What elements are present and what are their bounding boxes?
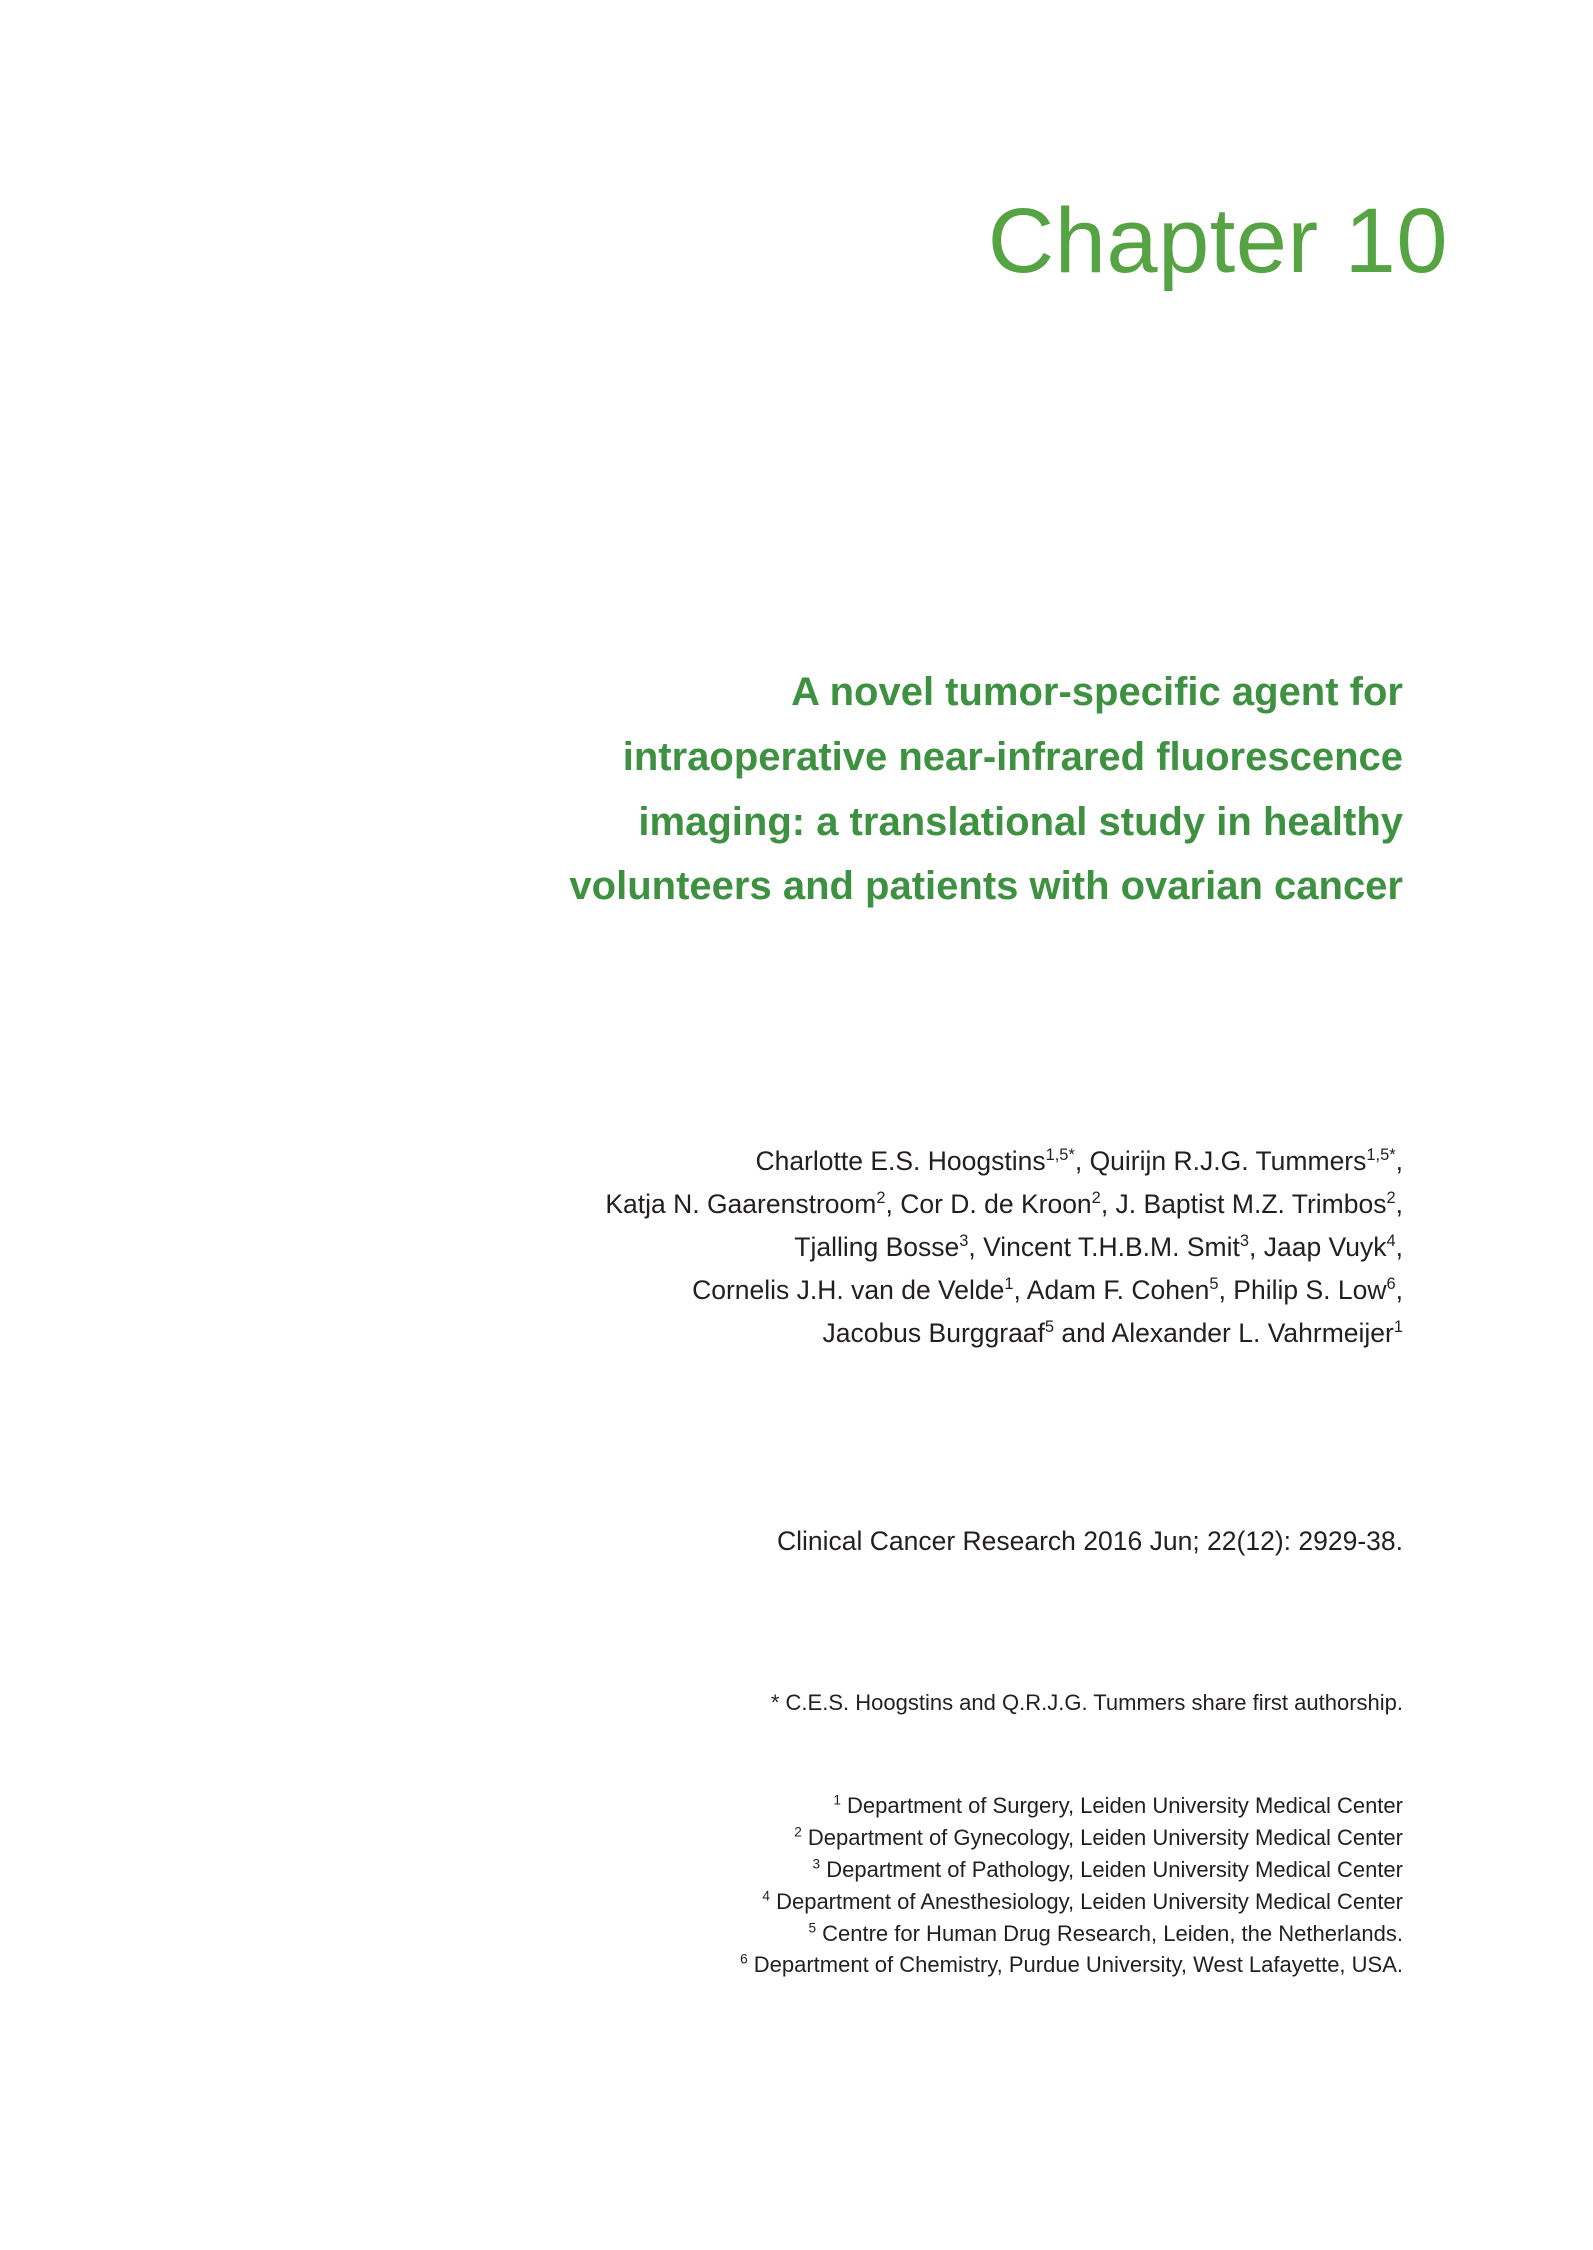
text-line: Katja N. Gaarenstroom$^2$, Cor D. de Kroon$^2$, J. Baptist M.Z. Trimbos$^2$, [605, 1188, 1403, 1219]
article-title [230, 660, 1403, 919]
article-title-line: A novel tumor-specific agent for [791, 670, 1403, 714]
text-line: $^4$ Department of Anesthesiology, Leiden University Medical Center [762, 1888, 1403, 1914]
text-line: Charlotte E.S. Hoogstins$^{1,5*}$, Quirijn R.J.G. Tummers$^{1,5*}$, [755, 1146, 1403, 1176]
journal-reference: Clinical Cancer Research 2016 Jun; 22(12): 2929-38. [776, 1526, 1403, 1556]
text-line: $^3$ Department of Pathology, Leiden University Medical Center [812, 1856, 1403, 1882]
text-line: $^1$ Department of Surgery, Leiden University Medical Center [833, 1792, 1403, 1818]
text-line: Tjalling Bosse$^3$, Vincent T.H.B.M. Smit$^3$, Jaap Vuyk$^4$, [794, 1231, 1403, 1262]
article-title-line: intraoperative near-infrared fluorescence [622, 734, 1403, 779]
text-line: $^5$ Centre for Human Drug Research, Leiden, the Netherlands. [808, 1920, 1403, 1946]
article-title-line: imaging: a translational study in healthy [638, 799, 1403, 844]
shared-authorship-note: * C.E.S. Hoogstins and Q.R.J.G. Tummers share first authorship. [770, 1690, 1403, 1715]
author-list [230, 1140, 1403, 1355]
text-line: Jacobus Burggraaf$^5$ and Alexander L. Vahrmeijer$^1$ [822, 1317, 1403, 1348]
chapter-number-heading: Chapter 10 [987, 190, 1448, 292]
text-line: Cornelis J.H. van de Velde$^1$, Adam F. Cohen$^5$, Philip S. Low$^6$, [692, 1274, 1403, 1305]
text-line: $^2$ Department of Gynecology, Leiden University Medical Center [794, 1824, 1403, 1850]
article-title-line: volunteers and patients with ovarian cancer [569, 864, 1403, 909]
text-line: $^6$ Department of Chemistry, Purdue University, West Lafayette, USA. [740, 1952, 1403, 1978]
affiliation-list [230, 1790, 1403, 1981]
